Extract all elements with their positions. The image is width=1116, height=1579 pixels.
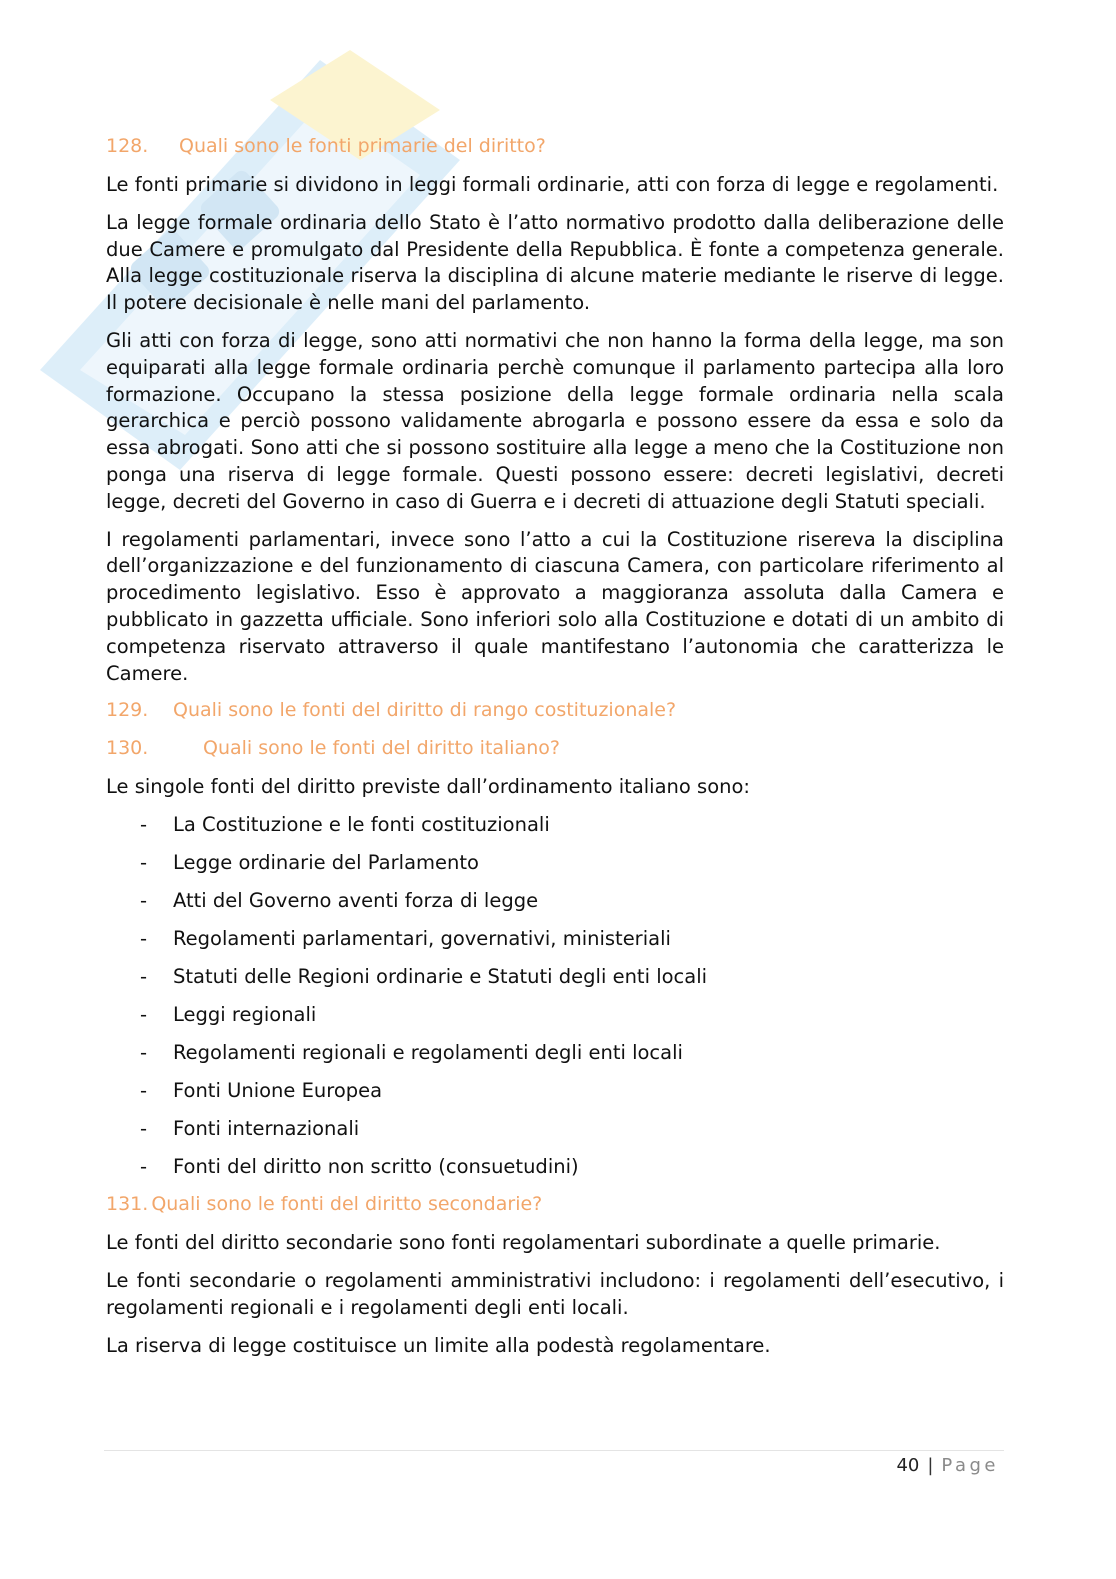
sources-list bbox=[106, 812, 1004, 1180]
page-footer bbox=[896, 1454, 999, 1478]
list-marker: - bbox=[140, 813, 148, 837]
paragraph: La riserva di legge costituisce un limite alla podestà regolamentare. bbox=[106, 1333, 771, 1357]
heading-title: Quali sono le fonti primarie del diritto? bbox=[179, 135, 546, 157]
document-page bbox=[106, 134, 1004, 1370]
section-heading-128 bbox=[106, 134, 1004, 158]
heading-title: Quali sono le fonti del diritto italiano? bbox=[203, 737, 560, 760]
section-heading-129 bbox=[106, 698, 1004, 722]
list-marker: - bbox=[140, 851, 148, 875]
heading-number: 130. bbox=[106, 737, 149, 760]
page-number: 40 bbox=[896, 1455, 920, 1476]
page-label: Page bbox=[941, 1455, 999, 1476]
heading-title: Quali sono le fonti del diritto secondarie? bbox=[151, 1193, 543, 1216]
list-marker: - bbox=[140, 1117, 148, 1141]
paragraph: La legge formale ordinaria dello Stato è l’atto normativo prodotto dalla deliberazione delle due Camere e promulgato dal Presidente della Repubblica. È fonte a competenza generale. Alla legge costituzionale riserva la disciplina di alcune materie mediante le riserve di legge. Il potere decisionale è nelle mani del parlamento. bbox=[106, 210, 1004, 315]
heading-number: 129. bbox=[106, 699, 149, 722]
list-marker: - bbox=[140, 927, 148, 951]
heading-number: 131. bbox=[106, 1193, 149, 1216]
list-intro: Le singole fonti del diritto previste dall’ordinamento italiano sono: bbox=[106, 775, 750, 799]
paragraph: I regolamenti parlamentari, invece sono l’atto a cui la Costituzione risereva la disciplina dell’organizzazione e del funzionamento di ciascuna Camera, con particolare riferimento al procedimento legislativo. Esso è approvato a maggioranza assoluta dalla Camera e pubblicato in gazzetta ufficiale. Sono inferiori solo alla Costituzione e dotati di un ambito di competenza riservato attraverso il quale mantifestano l’autonomia che caratterizza le Camere. bbox=[106, 527, 1004, 685]
list-item: - Statuti delle Regioni ordinarie e Statuti degli enti locali bbox=[140, 965, 708, 989]
paragraph: Le fonti secondarie o regolamenti amministrativi includono: i regolamenti dell’esecutivo, i regolamenti regionali e i regolamenti degli enti locali. bbox=[106, 1268, 1004, 1319]
list-marker: - bbox=[140, 1041, 148, 1065]
list-item: - Regolamenti regionali e regolamenti degli enti locali bbox=[140, 1041, 683, 1065]
heading-number: 128. bbox=[106, 135, 149, 157]
list-marker: - bbox=[140, 1079, 148, 1103]
list-item: - Fonti del diritto non scritto (consuetudini) bbox=[140, 1155, 579, 1179]
heading-title: Quali sono le fonti del diritto di rango costituzionale? bbox=[173, 699, 677, 722]
list-marker: - bbox=[140, 889, 148, 913]
paragraph: Le fonti primarie si dividono in leggi formali ordinarie, atti con forza di legge e regolamenti. bbox=[106, 173, 999, 196]
section-heading-131 bbox=[106, 1192, 1004, 1216]
paragraph: Le fonti del diritto secondarie sono fonti regolamentari subordinate a quelle primarie. bbox=[106, 1231, 941, 1255]
list-item: - Regolamenti parlamentari, governativi, ministeriali bbox=[140, 927, 671, 951]
footer-separator: | bbox=[927, 1455, 934, 1476]
list-item: - Atti del Governo aventi forza di legge bbox=[140, 889, 539, 913]
footer-divider bbox=[104, 1450, 1004, 1451]
list-marker: - bbox=[140, 965, 148, 989]
section-heading-130 bbox=[106, 736, 1004, 760]
paragraph: Gli atti con forza di legge, sono atti normativi che non hanno la forma della legge, ma son equiparati alla legge formale ordinaria perchè comunque il parlamento partecipa alla loro formazione. Occupano la stessa posizione della legge formale ordinaria nella scala gerarchica e perciò possono validamente abrogarla e possono essere da essa e solo da essa abrogati. Sono atti che si possono sostituire alla legge a meno che la Costituzione non ponga una riserva di legge formale. Questi possono essere: decreti legislativi, decreti legge, decreti del Governo in caso di Guerra e i decreti di attuazione degli Statuti speciali. bbox=[106, 328, 1004, 513]
list-item: - La Costituzione e le fonti costituzionali bbox=[140, 813, 550, 837]
list-marker: - bbox=[140, 1003, 148, 1027]
list-item: - Fonti internazionali bbox=[140, 1117, 360, 1141]
list-marker: - bbox=[140, 1155, 148, 1179]
list-item: - Fonti Unione Europea bbox=[140, 1079, 383, 1103]
list-item: - Leggi regionali bbox=[140, 1003, 317, 1027]
list-item: - Legge ordinarie del Parlamento bbox=[140, 851, 479, 875]
